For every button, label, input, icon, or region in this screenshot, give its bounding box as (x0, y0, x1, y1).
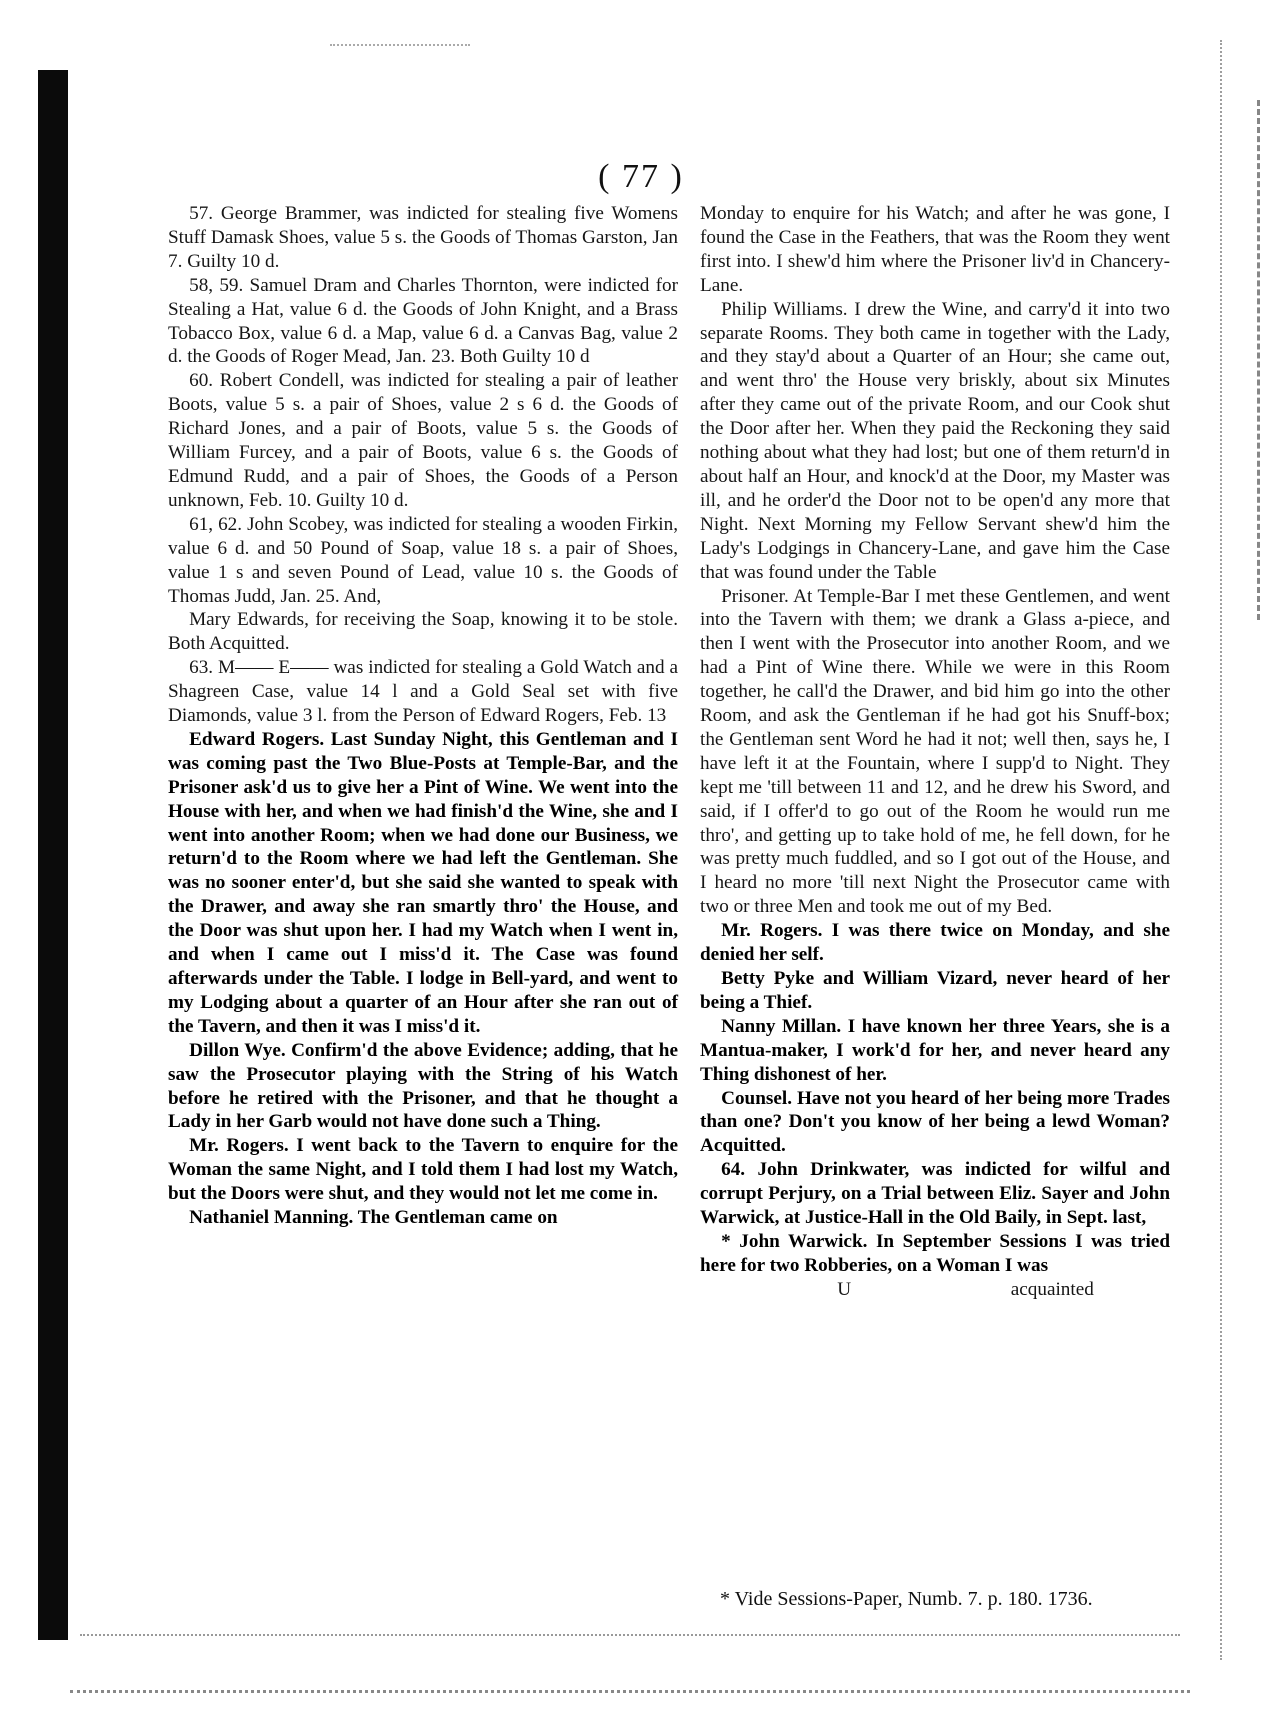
right-column (700, 202, 1170, 1302)
paragraph: Mary Edwards, for receiving the Soap, knowing it to be stole. Both Acquitted. (168, 609, 678, 655)
scan-noise-bottom (80, 1634, 1180, 1640)
signature-mark: U (837, 1278, 852, 1300)
paragraph: Prisoner. At Temple-Bar I met these Gentlemen, and went into the Tavern with them; we drank a Glass a-piece, and then I went with the Prosecutor into another Room, and we had a Pint of Wine there. While we were in this Room together, he call'd the Drawer, and bid him go into the other Room, and ask the Gentleman if he had got his Snuff-box; the Gentleman sent Word he had it not; well then, says he, I have left it at the Fountain, where I supp'd to Night. They kept me 'till between 11 and 12, and he drew his Sword, and said, if I offer'd to go out of the Room he would run me thro', and getting up to take hold of me, he fell down, for he was pretty much fuddled, and so I got out of the House, and I heard no more 'till next Night the Prosecutor came with two or three Men and took me out of my Bed. (700, 585, 1170, 918)
paragraph: Betty Pyke and William Vizard, never heard of her being a Thief. (700, 968, 1170, 1013)
signature-line (700, 1278, 1170, 1302)
paragraph: 58, 59. Samuel Dram and Charles Thornton, were indicted for Stealing a Hat, value 6 d. the Goods of John Knight, and a Brass Tobacco Box, value 6 d. a Map, value 6 d. a Canvas Bag, value 2 d. the Goods of Roger Mead, Jan. 23. Both Guilty 10 d (168, 274, 678, 368)
paragraph: Nathaniel Manning. The Gentleman came on (189, 1207, 558, 1229)
binding-shadow (38, 70, 68, 1640)
paragraph: 60. Robert Condell, was indicted for stealing a pair of leather Boots, value 5 s. a pair of Shoes, value 2 s 6 d. the Goods of Richard Jones, and a pair of Boots, value 5 s. the Goods of William Furcey, and a pair of Boots, value 6 s. the Goods of Edmund Rudd, and a pair of Shoes, the Goods of a Person unknown, Feb. 10. Guilty 10 d. (168, 370, 678, 511)
paragraph: Nanny Millan. I have known her three Years, she is a Mantua-maker, I work'd for her, and never heard any Thing dishonest of her. (700, 1015, 1170, 1085)
paragraph: Mr. Rogers. I was there twice on Monday, and she denied her self. (700, 920, 1170, 966)
scan-noise-top (330, 44, 470, 50)
paragraph: Counsel. Have not you heard of her being more Trades than one? Don't you know of her being a lewd Woman? Acquitted. (700, 1087, 1170, 1157)
paragraph: * John Warwick. In September Sessions I was tried here for two Robberies, on a Woman I was (700, 1230, 1170, 1276)
footnote: * Vide Sessions-Paper, Numb. 7. p. 180. 1736. (720, 1588, 1093, 1610)
paragraph: Philip Williams. I drew the Wine, and carry'd it into two separate Rooms. They both came in together with the Lady, and they stay'd about a Quarter of an Hour; she came out, and went thro' the House very briskly, about six Minutes after they came out of the private Room, and our Cook shut the Door after her. When they paid the Reckoning they said nothing about what they had lost; but one of them return'd in about half an Hour, and knock'd at the Door, my Master was ill, and he order'd the Door not to be open'd any more that Night. Next Morning my Fellow Servant shew'd him the Lady's Lodgings in Chancery-Lane, and gave him the Case that was found under the Table (700, 298, 1170, 583)
catchword: acquainted (1010, 1278, 1094, 1300)
paragraph: 61, 62. John Scobey, was indicted for stealing a wooden Firkin, value 6 d. and 50 Pound of Soap, value 18 s. a pair of Shoes, value 1 s and seven Pound of Lead, value 10 s. the Goods of Thomas Judd, Jan. 25. And, (168, 513, 678, 607)
paragraph: Monday to enquire for his Watch; and after he was gone, I found the Case in the Feathers, that was the Room they went first into. I shew'd him where the Prisoner liv'd in Chancery-Lane. (700, 203, 1170, 296)
paragraph: 63. M—— E—— was indicted for stealing a Gold Watch and a Shagreen Case, value 14 l and a Gold Seal set with five Diamonds, value 3 l. from the Person of Edward Rogers, Feb. 13 (168, 657, 678, 727)
left-column (168, 202, 678, 1230)
page-number: ( 77 ) (598, 158, 684, 195)
page-edge-marks (1220, 40, 1268, 1660)
paragraph: 64. John Drinkwater, was indicted for wilful and corrupt Perjury, on a Trial between Eliz. Sayer and John Warwick, at Justice-Hall in the Old Baily, in Sept. last, (700, 1159, 1170, 1229)
paragraph: Edward Rogers. Last Sunday Night, this Gentleman and I was coming past the Two Blue-Posts at Temple-Bar, and the Prisoner ask'd us to give her a Pint of Wine. We went into the House with her, and when we had finish'd the Wine, she and I went into another Room; when we had done our Business, we return'd to the Room where we had left the Gentleman. She was no sooner enter'd, but she said she wanted to speak with the Drawer, and away she ran smartly thro' the House, and the Door was shut upon her. I had my Watch when I went in, and when I came out I miss'd it. The Case was found afterwards under the Table. I lodge in Bell-yard, and went to my Lodging about a quarter of an Hour after she ran out of the Tavern, and then it was I miss'd it. (168, 728, 678, 1037)
paragraph: Dillon Wye. Confirm'd the above Evidence; adding, that he saw the Prosecutor playing with the String of his Watch before he retired with the Prisoner, and that he thought a Lady in her Garb would not have done such a Thing. (168, 1039, 678, 1133)
paragraph: Mr. Rogers. I went back to the Tavern to enquire for the Woman the same Night, and I told them I had lost my Watch, but the Doors were shut, and they would not let me come in. (168, 1135, 678, 1205)
scan-noise-bottom-edge (70, 1690, 1190, 1697)
paragraph: 57. George Brammer, was indicted for stealing five Womens Stuff Damask Shoes, value 5 s. the Goods of Thomas Garston, Jan 7. Guilty 10 d. (168, 203, 678, 272)
